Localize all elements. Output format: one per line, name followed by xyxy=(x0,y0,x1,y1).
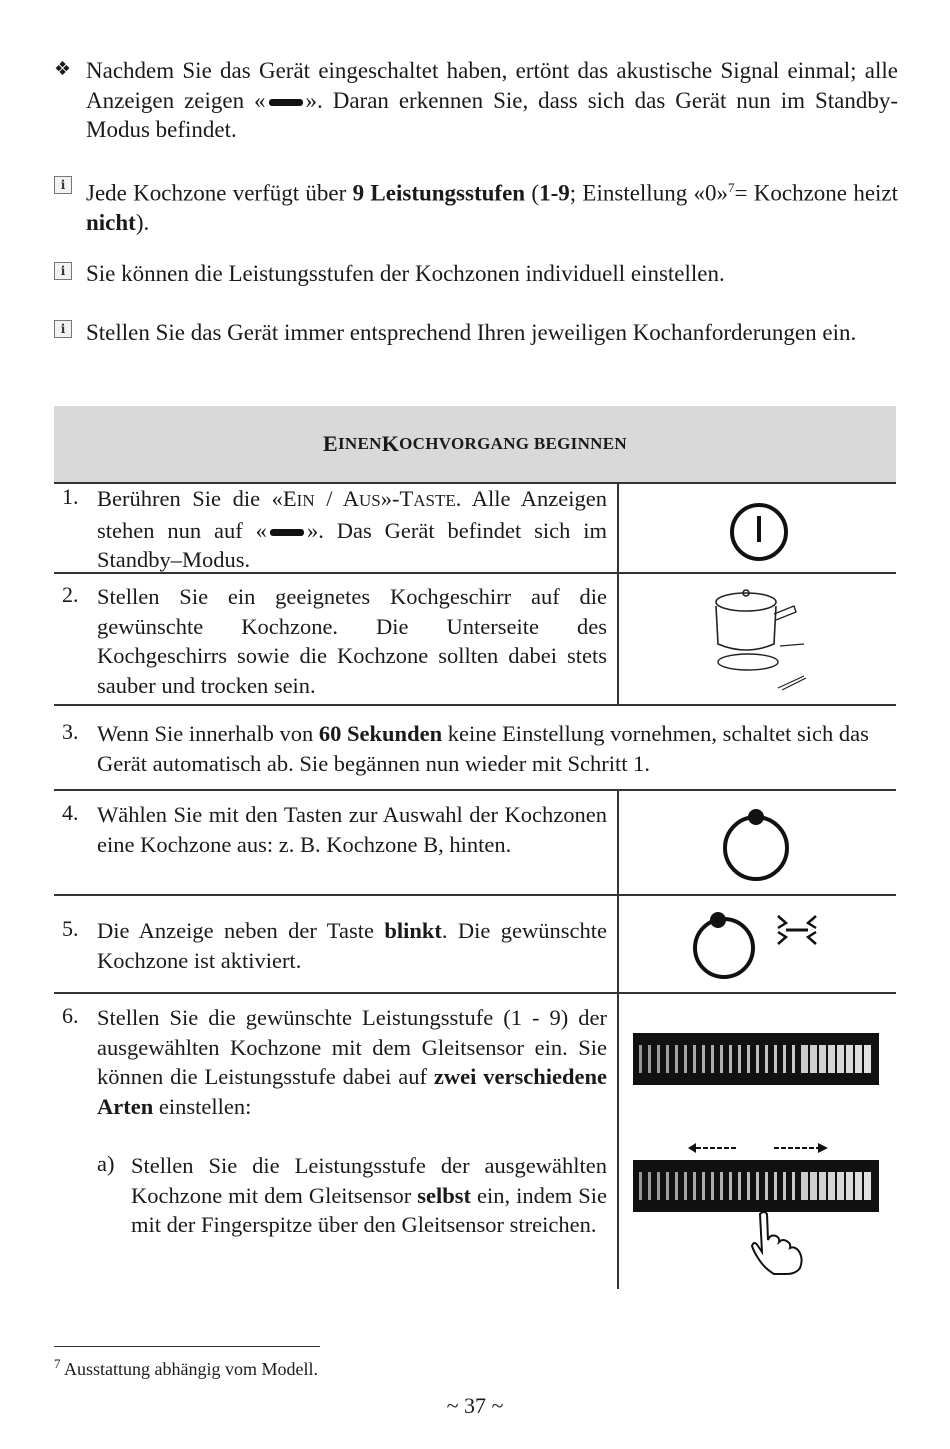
text: ). xyxy=(135,210,150,236)
table-header xyxy=(54,406,896,482)
page-number: ~ 37 ~ xyxy=(446,1393,504,1418)
header-cap: E xyxy=(323,431,339,456)
slider-segment xyxy=(864,1045,871,1073)
slider-segment xyxy=(837,1045,844,1073)
slider-segment xyxy=(711,1045,714,1073)
step-1-text xyxy=(97,484,607,575)
info-icon: i xyxy=(54,262,72,280)
footnote-text: Ausstattung abhängig vom Modell. xyxy=(64,1359,318,1379)
text: Stellen Sie die gewünschte Leistungsstufe (1 - 9) der ausgewählten Kochzone mit dem Gleitsensor ein. Sie können die Leistungsstufe dabei auf xyxy=(97,1005,607,1089)
slider-segment xyxy=(855,1045,862,1073)
slider-segment xyxy=(801,1172,808,1200)
key-cap: T xyxy=(399,486,414,511)
text: . Die gewünschte Kochzone ist aktiviert. xyxy=(97,918,608,973)
intro-paragraph-3: Sie können die Leistungsstufen der Kochzonen individuell einstellen. xyxy=(86,261,725,286)
step-number: 5. xyxy=(62,916,79,941)
slider-segment xyxy=(720,1045,723,1073)
diamond-bullet-icon: ❖ xyxy=(54,59,72,80)
step-4-text: Wählen Sie mit den Tasten zur Auswahl der Kochzonen eine Kochzone aus: z. B. Kochzone B, hinten. xyxy=(97,802,607,857)
footnote-ref: 7 xyxy=(728,180,735,195)
slider-segment xyxy=(810,1045,817,1073)
text: Die Anzeige neben der Taste xyxy=(97,918,374,943)
slider-sensor-icon xyxy=(633,1160,881,1214)
text: . Alle Anzeigen stehen nun auf « xyxy=(97,486,607,543)
slider-segment xyxy=(846,1172,853,1200)
text: »- xyxy=(380,486,400,511)
slider-segment xyxy=(675,1045,678,1073)
step-number: 3. xyxy=(62,719,79,744)
slider-segment xyxy=(702,1045,705,1073)
intro-paragraph-4: Stellen Sie das Gerät immer entsprechend Ihren jeweiligen Kochanforderungen ein. xyxy=(86,320,857,345)
bold-text: 1-9 xyxy=(539,180,570,206)
slider-segment xyxy=(801,1045,808,1073)
slider-segment xyxy=(828,1172,835,1200)
slider-segment xyxy=(756,1045,759,1073)
slider-segment xyxy=(819,1045,826,1073)
table-divider xyxy=(54,894,896,896)
slider-segment xyxy=(666,1045,669,1073)
slider-segment xyxy=(657,1045,660,1073)
slider-segment xyxy=(639,1045,642,1073)
step-number: 2. xyxy=(62,582,79,607)
intro-text: Nachdem Sie das Gerät eingeschaltet haben, ertönt das akustische Signal einmal; alle Anzeigen zeigen « xyxy=(86,58,898,113)
bold-text: zwei verschiedene Arten xyxy=(97,1064,607,1119)
slider-segment xyxy=(693,1045,696,1073)
footnote xyxy=(54,1356,318,1380)
slider-segment xyxy=(648,1045,651,1073)
text: Wenn Sie innerhalb von xyxy=(97,721,314,746)
slider-segment xyxy=(765,1045,768,1073)
slider-segment xyxy=(639,1172,642,1200)
slider-segment xyxy=(684,1172,687,1200)
slider-segment xyxy=(747,1045,750,1073)
table-divider xyxy=(54,789,896,791)
slider-segment xyxy=(837,1172,844,1200)
text: einstellen: xyxy=(158,1093,252,1119)
slider-segment xyxy=(774,1045,777,1073)
slider-segment xyxy=(720,1172,723,1200)
slider-segment xyxy=(810,1172,817,1200)
key-smallcaps: US xyxy=(359,491,381,510)
slider-sensor-icon xyxy=(633,1033,881,1087)
slider-segment xyxy=(855,1172,862,1200)
bold-text: nicht xyxy=(86,210,136,236)
step-number: 1. xyxy=(62,484,79,509)
slider-segment xyxy=(864,1172,871,1200)
blinking-indicator-icon xyxy=(686,906,826,986)
bold-text: selbst xyxy=(417,1182,472,1208)
zone-select-icon xyxy=(718,806,798,886)
text: keine Einstellung vornehmen, schaltet sich das Gerät automatisch ab. Sie begännen nun wieder mit Schritt 1. xyxy=(97,721,869,776)
bold-text: blinkt xyxy=(384,918,442,943)
slider-segment xyxy=(792,1045,795,1073)
swipe-hand-icon xyxy=(746,1210,810,1276)
slider-segment xyxy=(792,1172,795,1200)
intro-paragraph-1 xyxy=(86,56,898,145)
slider-segment xyxy=(711,1172,714,1200)
step-5-text xyxy=(97,916,607,975)
slider-segment xyxy=(828,1045,835,1073)
standby-dash-icon xyxy=(270,529,304,536)
slider-segment xyxy=(648,1172,651,1200)
step-number: 6. xyxy=(62,1003,79,1028)
step-3-text xyxy=(97,719,887,778)
slider-segment xyxy=(774,1172,777,1200)
sub-step-a-text xyxy=(131,1151,607,1240)
step-2-text: Stellen Sie ein geeignetes Kochgeschirr auf die gewünschte Kochzone. Die Unterseite des Kochgeschirrs sowie die Kochzone sollten dabei stets sauber und trocken sein. xyxy=(97,584,607,698)
info-icon: i xyxy=(54,176,72,194)
key-cap: A xyxy=(342,486,360,511)
footnote-separator xyxy=(54,1346,320,1347)
header-smallcaps: INEN xyxy=(338,434,382,453)
cooking-pot-icon xyxy=(708,584,808,694)
key-smallcaps: IN xyxy=(296,491,315,510)
key-cap: E xyxy=(282,486,297,511)
slider-segment xyxy=(702,1172,705,1200)
sub-step-letter: a) xyxy=(97,1151,115,1176)
bold-text: 9 Leistungsstufen xyxy=(352,180,526,206)
info-icon: i xyxy=(54,320,72,338)
slider-segment xyxy=(747,1172,750,1200)
footnote-number: 7 xyxy=(54,1356,61,1371)
slider-segment xyxy=(684,1045,687,1073)
slide-arrows-icon xyxy=(686,1140,832,1156)
intro-paragraph-2 xyxy=(86,173,898,238)
slider-segment xyxy=(729,1045,732,1073)
text: ». Das Gerät befindet sich im Standby–Modus. xyxy=(97,517,608,572)
text: = Kochzone heizt xyxy=(734,180,899,206)
intro-text: ». Daran erkennen Sie, dass sich das Gerät nun im Standby-Modus befindet. xyxy=(86,87,898,142)
slider-segment xyxy=(738,1045,741,1073)
slider-segment xyxy=(783,1172,786,1200)
header-cap: K xyxy=(381,431,400,456)
text: ( xyxy=(531,180,540,206)
table-divider xyxy=(54,704,896,706)
text: Berühren Sie die « xyxy=(97,486,283,511)
bold-text: 60 Sekunden xyxy=(318,721,443,746)
text: Jede Kochzone verfügt über xyxy=(86,180,347,206)
slider-segment xyxy=(783,1045,786,1073)
step-6-text xyxy=(97,1003,607,1121)
key-smallcaps: ASTE xyxy=(413,491,456,510)
slider-segment xyxy=(657,1172,660,1200)
step-number: 4. xyxy=(62,800,79,825)
slider-segment xyxy=(666,1172,669,1200)
slider-segment xyxy=(846,1045,853,1073)
slider-segment xyxy=(765,1172,768,1200)
slider-segment xyxy=(729,1172,732,1200)
text: / xyxy=(314,486,343,511)
slider-segment xyxy=(738,1172,741,1200)
text: Stellen Sie die Leistungsstufe der ausgewählten Kochzone mit dem Gleitsensor xyxy=(131,1153,607,1208)
table-column-divider xyxy=(617,482,619,704)
header-smallcaps: OCHVORGANG BEGINNEN xyxy=(399,434,627,453)
table-column-divider xyxy=(617,789,619,1289)
slider-segment xyxy=(693,1172,696,1200)
slider-segment xyxy=(756,1172,759,1200)
table-divider xyxy=(54,992,896,994)
text: ; Einstellung «0» xyxy=(569,180,728,206)
text: ein, indem Sie mit der Fingerspitze über den Gleitsensor streichen. xyxy=(131,1182,608,1237)
standby-dash-icon xyxy=(269,99,303,106)
power-button-icon xyxy=(727,500,791,564)
slider-segment xyxy=(675,1172,678,1200)
slider-segment xyxy=(819,1172,826,1200)
